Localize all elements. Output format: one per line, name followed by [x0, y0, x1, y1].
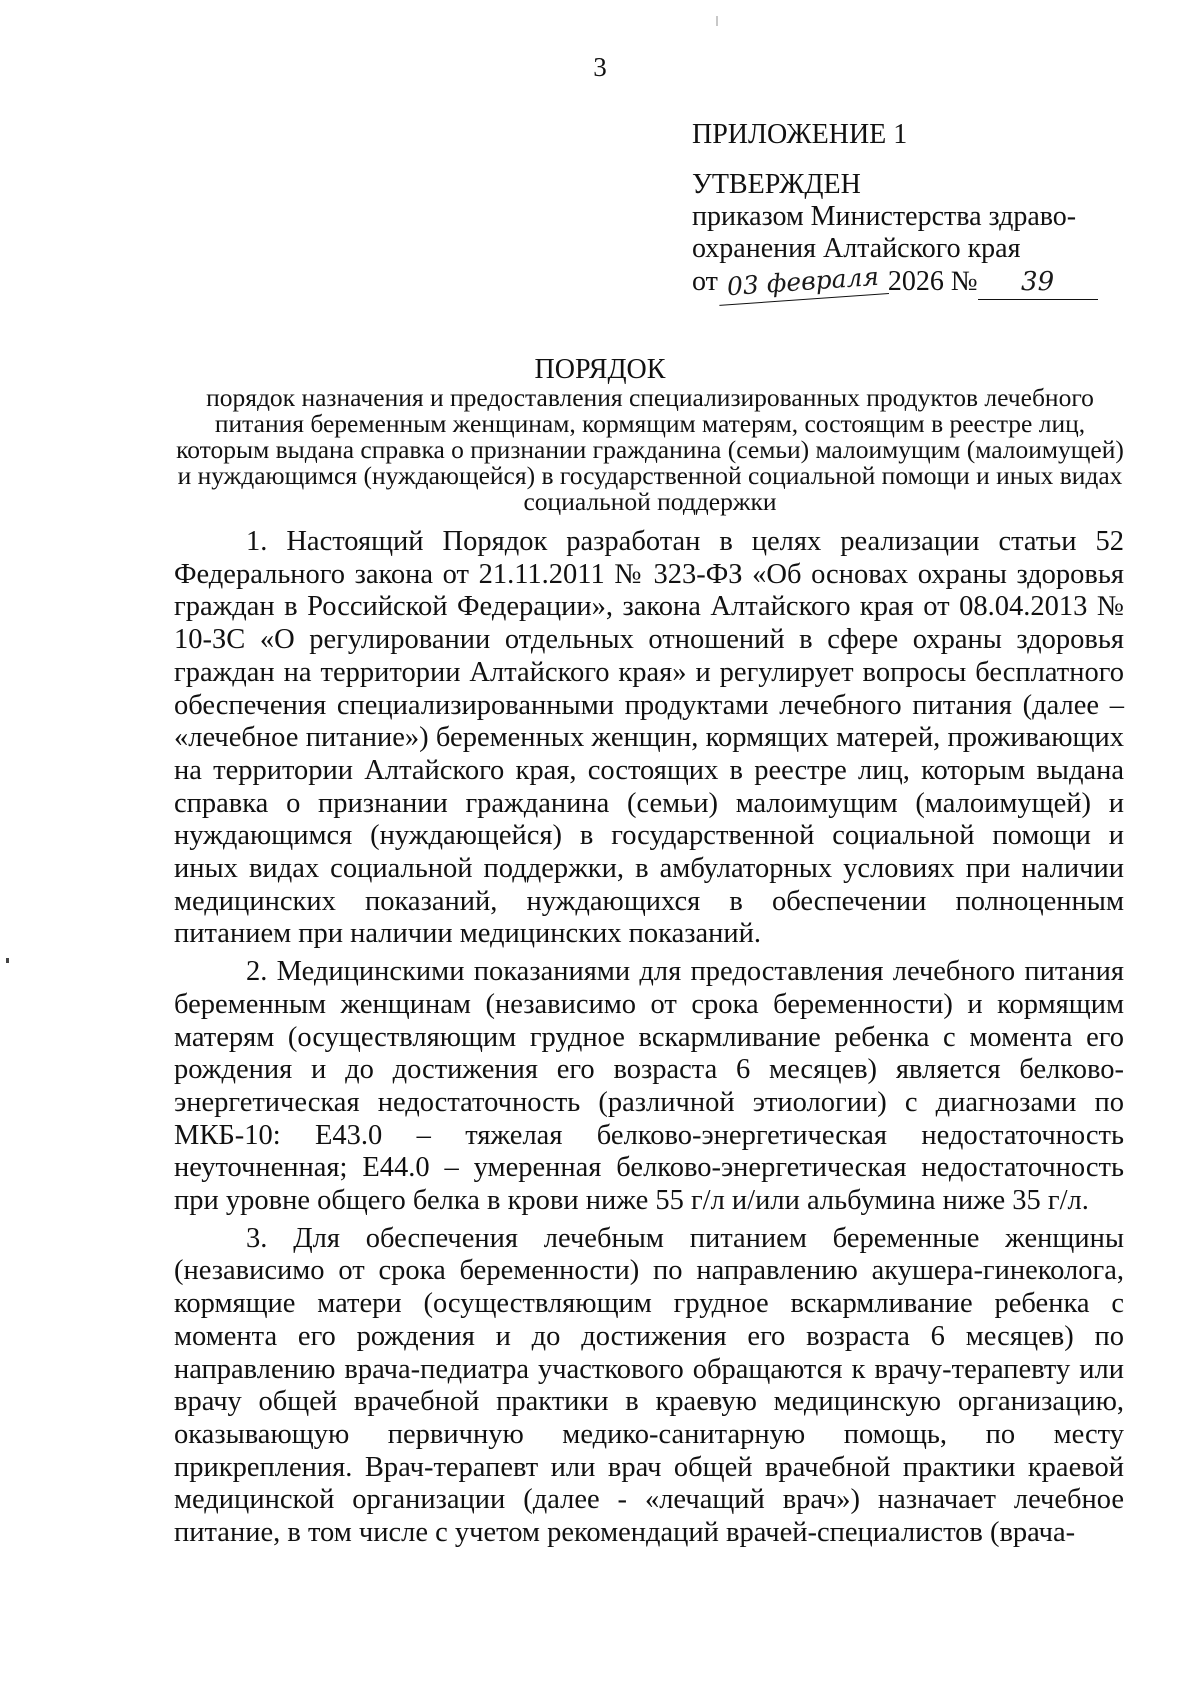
- paragraph-2: 2. Медицинскими показаниями для предоставления лечебного питания беременным женщинам (независимо от срока беременности) и кормящим матерям (осуществляющим грудное вскармливание ребенка с момента его рождения и до достижения его возраста 6 месяцев) является белково-энергетическая недостаточность (различной этиологии) с диагнозами по МКБ-10: E43.0 – тяжелая белково-энергетическая недостаточность неуточненная; E44.0 – умеренная белково-энергетическая недостаточность при уровне общего белка в крови ниже 55 г/л и/или альбумина ниже 35 г/л.: [174, 956, 1124, 1217]
- appendix-label: ПРИЛОЖЕНИЕ 1: [692, 119, 908, 150]
- approval-block: [692, 118, 1112, 300]
- approval-order-line-1: приказом Министерства здраво-: [692, 201, 1077, 232]
- document-title: ПОРЯДОК: [534, 354, 666, 385]
- paragraph-1: 1. Настоящий Порядок разработан в целях реализации статьи 52 Федерального закона от 21.11.2011 № 323-ФЗ «Об основах охраны здоровья граждан в Российской Федерации», закона Алтайского края от 08.04.2013 № 10-ЗС «О регулировании отдельных отношений в сфере охраны здоровья граждан на территории Алтайского края» и регулирует вопросы бесплатного обеспечения специализированными продуктами лечебного питания (далее – «лечебное питание») беременных женщин, кормящих матерей, проживающих на территории Алтайского края, состоящих в реестре лиц, которым выдана справка о признании гражданина (семьи) малоимущим (малоимущей) и нуждающимся (нуждающейся) в государственной социальной помощи и иных видах социальной поддержки, в амбулаторных условиях при наличии медицинских показаний, нуждающихся в обеспечении полноценным питанием при наличии медицинских показаний.: [174, 526, 1124, 950]
- page-number: 3: [593, 52, 607, 82]
- approval-date-line: [692, 261, 1112, 302]
- document-body: [174, 526, 1124, 1555]
- paragraph-3: 3. Для обеспечения лечебным питанием беременные женщины (независимо от срока беременности) по направлению акушера-гинеколога, кормящие матери (осуществляющим грудное вскармливание ребенка с момента его рождения и до достижения его возраста 6 месяцев) по направлению врача-педиатра участкового обращаются к врачу-терапевту или врачу общей врачебной практики в краевую медицинскую организацию, оказывающую первичную медико-санитарную помощь, по месту прикрепления. Врач-терапевт или врач общей врачебной практики краевой медицинской организации (далее - «лечащий врач») назначает лечебное питание, в том числе с учетом рекомендаций врачей-специалистов (врача-: [174, 1222, 1124, 1549]
- approved-label: УТВЕРЖДЕН: [692, 169, 861, 200]
- date-prefix: от: [692, 266, 718, 297]
- handwritten-date: 03 февраля: [717, 259, 889, 306]
- handwritten-order-number: 39: [978, 265, 1098, 300]
- approval-order-line-2: охранения Алтайского края: [692, 233, 1021, 264]
- margin-dot: [6, 958, 9, 963]
- document-subtitle: порядок назначения и предоставления специализированных продуктов лечебного питания беременным женщинам, кормящим матерям, состоящим в реестре лиц, которым выдана справка о признании гражданина (семьи) малоимущим (малоимущей) и нуждающимся (нуждающейся) в государственной социальной помощи и иных видах социальной поддержки: [176, 383, 1124, 516]
- scan-artifact: [716, 16, 718, 26]
- year-number-label: 2026 №: [887, 266, 978, 297]
